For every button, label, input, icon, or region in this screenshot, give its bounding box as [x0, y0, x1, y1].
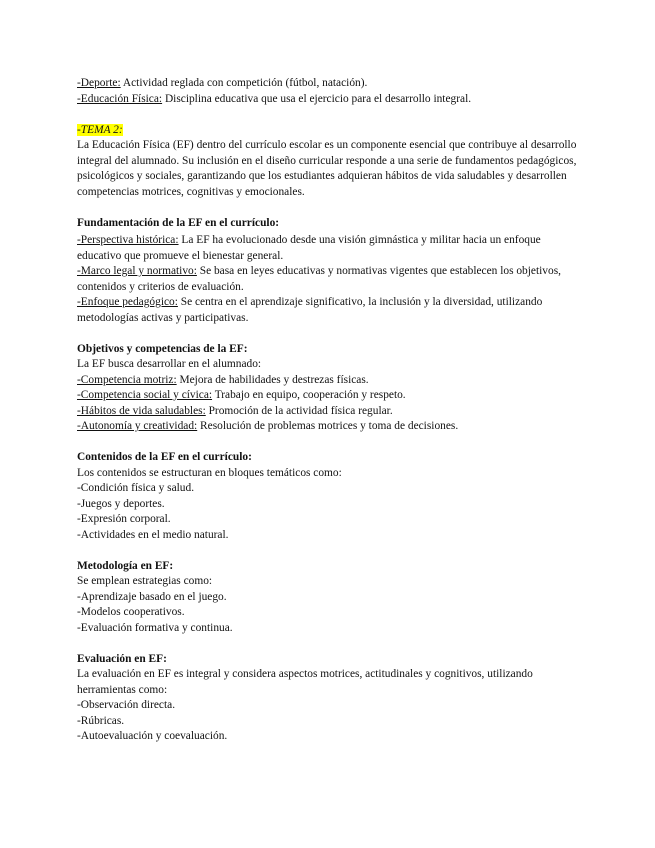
item-term: -Enfoque pedagógico:: [77, 296, 178, 308]
list-item: -Evaluación formativa y continua.: [77, 621, 233, 634]
item-term: -Competencia motriz:: [77, 373, 177, 386]
list-item: -Condición física y salud.: [77, 482, 195, 494]
item-term: -Competencia social y cívica:: [77, 389, 213, 401]
section-intro: Los contenidos se estructuran en bloques temáticos como:: [77, 466, 342, 479]
definition-text: Actividad reglada con competición (fútbol, natación).: [120, 77, 368, 89]
list-item: -Autoevaluación y coevaluación.: [77, 730, 228, 742]
list-item: [77, 373, 577, 389]
term-deporte: -Deporte:: [77, 77, 121, 89]
heading-objetivos: Objetivos y competencias de la EF:: [77, 342, 248, 355]
item-text: Se basa en leyes educativas y normativas vigentes que establecen los objetivos, contenidos y criterios de evaluación.: [77, 265, 561, 293]
list-item: -Observación directa.: [77, 699, 176, 711]
item-text: Resolución de problemas motrices y toma de decisiones.: [197, 420, 459, 432]
list-item: -Rúbricas.: [77, 714, 125, 727]
tema-2-paragraph: La Educación Física (EF) dentro del currículo escolar es un componente esencial que contribuye al desarrollo integral del alumnado. Su inclusión en el diseño curricular responde a una serie de fundamentos pedagógicos, psicológicos y sociales, garantizando que los estudiantes adquieran hábitos de vida saludables y desarrollen competencias motrices, cognitivas y emocionales.: [77, 139, 577, 198]
list-item: [77, 388, 577, 404]
list-item: -Modelos cooperativos.: [77, 606, 185, 618]
term-educacion-fisica: -Educación Física:: [77, 92, 163, 105]
list-item: [77, 419, 577, 435]
document-body: [77, 76, 577, 745]
list-item: -Juegos y deportes.: [77, 497, 165, 510]
item-term: -Autonomía y creatividad:: [77, 420, 198, 432]
item-text: Promoción de la actividad física regular.: [205, 404, 393, 417]
section-intro: La evaluación en EF es integral y considera aspectos motrices, actitudinales y cognitivos, utilizando herramientas como:: [77, 668, 533, 696]
list-item: [77, 264, 577, 295]
list-item: [77, 404, 577, 420]
tema-2-label-line: [77, 123, 577, 139]
heading-fundamentacion: Fundamentación de la EF en el currículo:: [77, 216, 280, 229]
heading-metodologia: Metodología en EF:: [77, 559, 174, 572]
heading-contenidos: Contenidos de la EF en el currículo:: [77, 451, 252, 463]
item-text: Mejora de habilidades y destrezas físicas.: [176, 373, 369, 386]
list-item: [77, 233, 577, 264]
heading-evaluacion: Evaluación en EF:: [77, 652, 167, 665]
section-intro: Se emplean estrategias como:: [77, 575, 213, 587]
list-item: -Actividades en el medio natural.: [77, 528, 229, 541]
item-term: -Marco legal y normativo:: [77, 265, 197, 277]
definition-educacion-fisica: [77, 92, 577, 108]
tema-2-label: -TEMA 2:: [77, 123, 123, 136]
list-item: -Expresión corporal.: [77, 513, 171, 525]
item-text: Se centra en el aprendizaje significativo, la inclusión y la diversidad, utilizando metodologías activas y participativas.: [77, 296, 543, 324]
item-term: -Hábitos de vida saludables:: [77, 404, 206, 417]
item-text: La EF ha evolucionado desde una visión gimnástica y militar hacia un enfoque educativo que promueve el bienestar general.: [77, 234, 541, 262]
item-text: Trabajo en equipo, cooperación y respeto.: [212, 389, 406, 401]
list-item: -Aprendizaje basado en el juego.: [77, 590, 227, 603]
definition-text: Disciplina educativa que usa el ejercicio para el desarrollo integral.: [162, 92, 472, 105]
section-intro: La EF busca desarrollar en el alumnado:: [77, 358, 262, 370]
definition-deporte: [77, 76, 577, 92]
list-item: [77, 295, 577, 326]
item-term: -Perspectiva histórica:: [77, 234, 179, 246]
